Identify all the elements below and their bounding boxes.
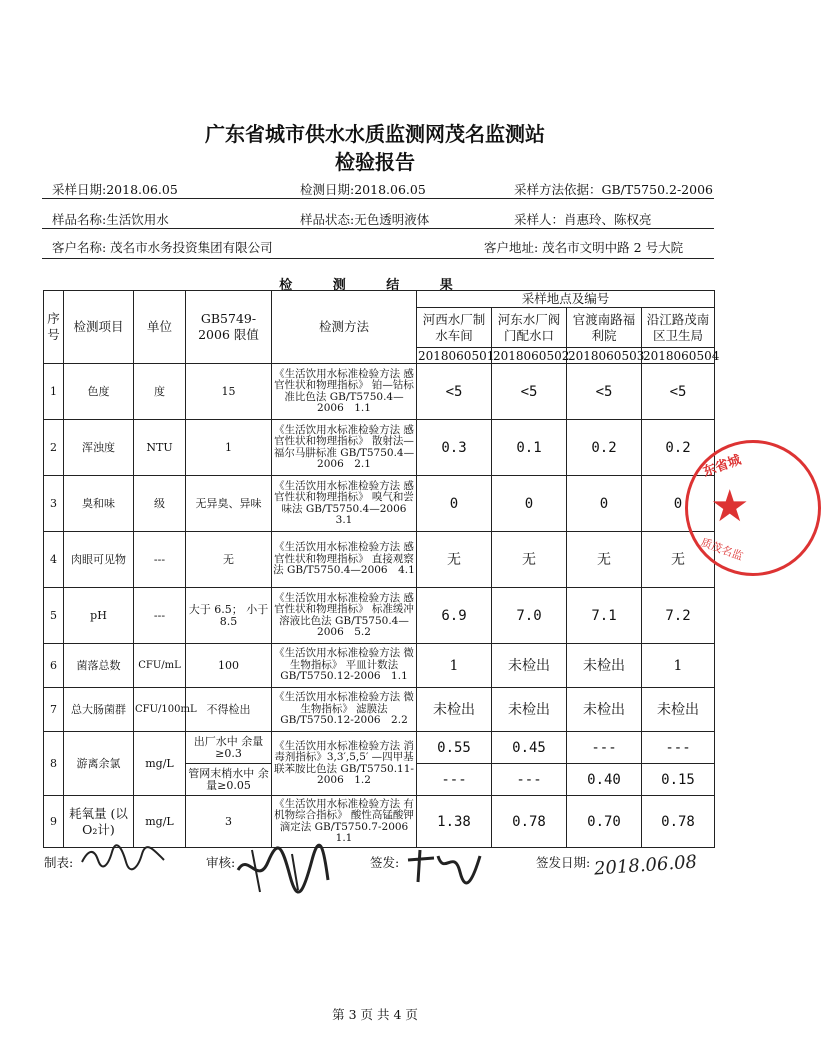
- row-value: 0.70: [567, 796, 642, 848]
- site-name: 河东水厂阀门配水口: [492, 308, 567, 348]
- results-heading: 检 测 结 果: [279, 278, 471, 293]
- row-value: 1: [417, 644, 492, 688]
- row-value: 0.2: [642, 420, 715, 476]
- row-value: 无: [567, 532, 642, 588]
- row-item: pH: [64, 588, 134, 644]
- site-name: 沿江路茂南区卫生局: [642, 308, 715, 348]
- divider: [42, 258, 714, 259]
- issued-signature: [404, 846, 484, 886]
- row-value: 无: [417, 532, 492, 588]
- row-value: 0.15: [642, 764, 715, 796]
- row-method: 《生活饮用水标准检验方法 感官性状和物理指标》 铂—钴标准比色法 GB/T5750.4—2006 1.1: [272, 364, 417, 420]
- row-unit: 级: [134, 476, 186, 532]
- row-value: 7.2: [642, 588, 715, 644]
- row-limit: 大于 6.5； 小于 8.5: [186, 588, 272, 644]
- row-no: 7: [44, 688, 64, 732]
- row-value: 0.3: [417, 420, 492, 476]
- row-item: 臭和味: [64, 476, 134, 532]
- reviewed-signature: [232, 840, 332, 900]
- row-method: 《生活饮用水标准检验方法 消毒剂指标》3,3′,5,5′ —四甲基联苯胺比色法 GB/T5750.11-2006 1.2: [272, 732, 417, 796]
- prepared-signature: [78, 842, 168, 872]
- report-subtitle: 检验报告: [335, 150, 415, 174]
- row-value: <5: [642, 364, 715, 420]
- row-item: 色度: [64, 364, 134, 420]
- row-no: 8: [44, 732, 64, 796]
- row-value: 7.1: [567, 588, 642, 644]
- row-value: 0.78: [492, 796, 567, 848]
- client-address: 客户地址: 茂名市文明中路 2 号大院: [484, 240, 684, 255]
- row-value: 0.2: [567, 420, 642, 476]
- sample-state: 样品状态:无色透明液体: [300, 212, 430, 227]
- row-value: 1: [642, 644, 715, 688]
- row-unit: CFU/mL: [134, 644, 186, 688]
- row-item: 肉眼可见物: [64, 532, 134, 588]
- header-item: 检测项目: [64, 291, 134, 364]
- row-limit: 15: [186, 364, 272, 420]
- row-value: 0.1: [492, 420, 567, 476]
- row-value: 未检出: [567, 688, 642, 732]
- row-value: 7.0: [492, 588, 567, 644]
- row-value: 0: [567, 476, 642, 532]
- row-no: 5: [44, 588, 64, 644]
- row-method: 《生活饮用水标准检验方法 感官性状和物理指标》 散射法—福尔马肼标准 GB/T5750.4—2006 2.1: [272, 420, 417, 476]
- row-value: 0.45: [492, 732, 567, 764]
- sampler: 采样人：肖惠玲、陈权亮: [514, 212, 652, 227]
- site-code: 2018060503: [568, 348, 645, 363]
- site-name: 河西水厂制水车间: [417, 308, 492, 348]
- row-limit: 1: [186, 420, 272, 476]
- row-value: ---: [642, 732, 715, 764]
- row-item: 耗氧量 (以O₂计): [64, 796, 134, 848]
- row-value: <5: [567, 364, 642, 420]
- row-value: 无: [642, 532, 715, 588]
- row-limit: 100: [186, 644, 272, 688]
- seal-text: 质茂名监: [698, 535, 745, 564]
- row-no: 3: [44, 476, 64, 532]
- row-value: 未检出: [492, 688, 567, 732]
- row-value: 0: [642, 476, 715, 532]
- row-no: 6: [44, 644, 64, 688]
- issued-label: 签发:: [370, 855, 400, 870]
- row-value: 0.78: [642, 796, 715, 848]
- row-item: 菌落总数: [64, 644, 134, 688]
- sampling-basis: 采样方法依据：GB/T5750.2-2006: [514, 182, 713, 197]
- results-table: [43, 290, 720, 848]
- row-value: 未检出: [492, 644, 567, 688]
- row-method: 《生活饮用水标准检验方法 微生物指标》 平皿计数法 GB/T5750.12-2006 1.1: [272, 644, 417, 688]
- header-seq: 序号: [44, 291, 64, 364]
- row-limit: 不得检出: [186, 688, 272, 732]
- row-value: 0.55: [417, 732, 492, 764]
- row-value: 0: [492, 476, 567, 532]
- row-limit: 无异臭、异味: [186, 476, 272, 532]
- divider: [42, 198, 714, 199]
- row-unit: ---: [134, 588, 186, 644]
- sampling-date: 采样日期:2018.06.05: [52, 182, 178, 197]
- row-value: 1.38: [417, 796, 492, 848]
- site-code: 2018060502: [493, 348, 570, 363]
- issue-date-label: 签发日期:: [536, 855, 591, 870]
- row-limit: 无: [186, 532, 272, 588]
- issue-date-value: 2018.06.08: [593, 851, 698, 880]
- row-limit-a: 出厂水中 余量≥0.3: [186, 732, 272, 764]
- row-no: 1: [44, 364, 64, 420]
- official-seal: [685, 440, 821, 576]
- divider: [42, 228, 714, 229]
- row-value: 未检出: [567, 644, 642, 688]
- row-limit: 3: [186, 796, 272, 848]
- row-value: 无: [492, 532, 567, 588]
- row-value: 未检出: [642, 688, 715, 732]
- row-no: 4: [44, 532, 64, 588]
- reviewed-label: 审核:: [206, 855, 236, 870]
- row-item: 总大肠菌群: [64, 688, 134, 732]
- row-unit: ---: [134, 532, 186, 588]
- row-no: 2: [44, 420, 64, 476]
- page-number: 第 3 页 共 4 页: [332, 1007, 418, 1022]
- row-unit: mg/L: [134, 732, 186, 796]
- row-value: ---: [417, 764, 492, 796]
- row-unit: 度: [134, 364, 186, 420]
- header-unit: 单位: [134, 291, 186, 364]
- header-limit: GB5749-2006 限值: [186, 291, 272, 364]
- site-code: 2018060501: [418, 348, 495, 363]
- header-method: 检测方法: [272, 291, 417, 364]
- sample-name: 样品名称:生活饮用水: [52, 212, 169, 227]
- row-method: 《生活饮用水标准检验方法 感官性状和物理指标》 直接观察法 GB/T5750.4—2006 4.1: [272, 532, 417, 588]
- row-value: <5: [492, 364, 567, 420]
- row-no: 9: [44, 796, 64, 848]
- row-value: 0.40: [567, 764, 642, 796]
- row-method: 《生活饮用水标准检验方法 感官性状和物理指标》 标准缓冲溶液比色法 GB/T5750.4—2006 5.2: [272, 588, 417, 644]
- report-title: 广东省城市供水水质监测网茂名监测站: [205, 122, 545, 146]
- row-method: 《生活饮用水标准检验方法 感官性状和物理指标》 嗅气和尝味法 GB/T5750.4—2006 3.1: [272, 476, 417, 532]
- client-name: 客户名称: 茂名市水务投资集团有限公司: [52, 240, 273, 255]
- row-value: 0: [417, 476, 492, 532]
- row-limit-b: 管网末梢水中 余量≥0.05: [186, 764, 272, 796]
- row-value: 6.9: [417, 588, 492, 644]
- site-name: 官渡南路福利院: [567, 308, 642, 348]
- row-item: 浑浊度: [64, 420, 134, 476]
- row-method: 《生活饮用水标准检验方法 有机物综合指标》 酸性高锰酸钾滴定法 GB/T5750.7-2006 1.1: [272, 796, 417, 848]
- row-unit: CFU/100mL: [134, 688, 186, 732]
- star-icon: ★: [710, 481, 750, 532]
- seal-text: 东省城: [701, 452, 744, 481]
- row-unit: mg/L: [134, 796, 186, 848]
- prepared-label: 制表:: [44, 855, 74, 870]
- row-value: <5: [417, 364, 492, 420]
- testing-date: 检测日期:2018.06.05: [300, 182, 426, 197]
- row-item: 游离余氯: [64, 732, 134, 796]
- row-value: ---: [567, 732, 642, 764]
- row-value: 未检出: [417, 688, 492, 732]
- header-sites: 采样地点及编号: [417, 291, 715, 308]
- row-value: ---: [492, 764, 567, 796]
- row-unit: NTU: [134, 420, 186, 476]
- row-method: 《生活饮用水标准检验方法 微生物指标》 滤膜法 GB/T5750.12-2006 2.2: [272, 688, 417, 732]
- site-code: 2018060504: [643, 348, 720, 363]
